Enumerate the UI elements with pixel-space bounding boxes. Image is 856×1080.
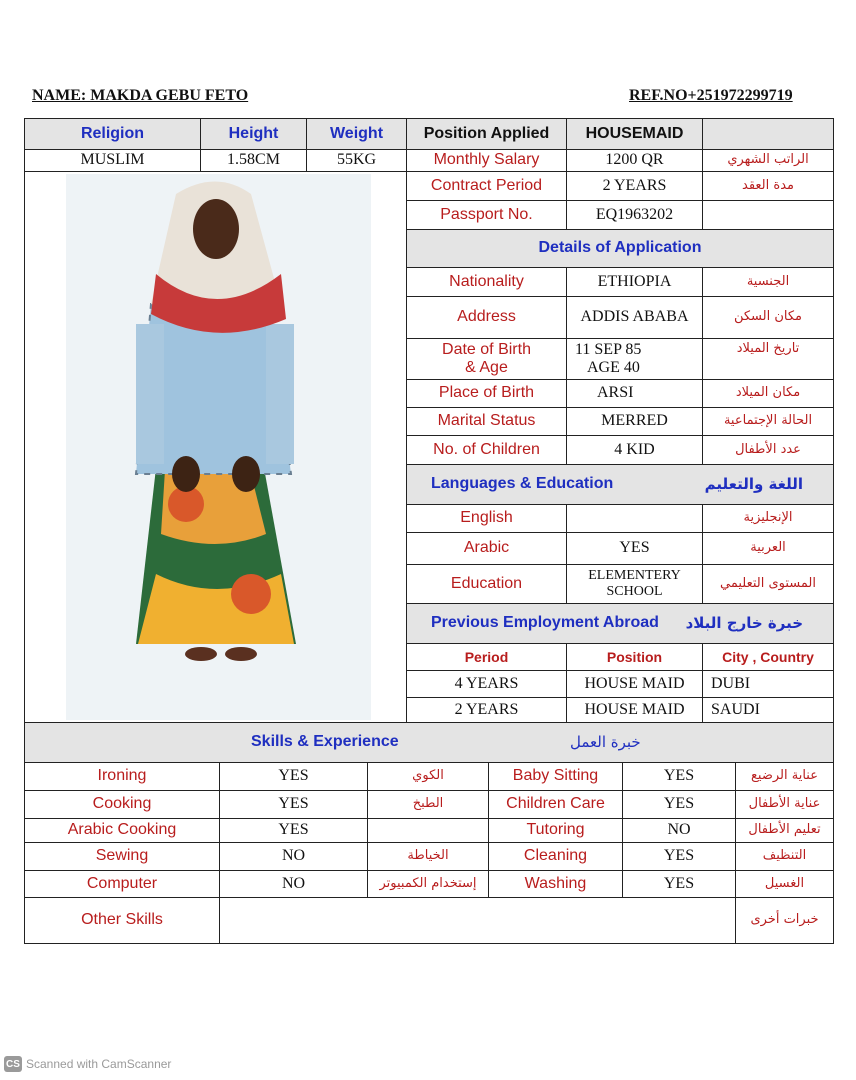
education-value-line2: SCHOOL — [606, 584, 663, 599]
weight-value: 55KG — [306, 149, 407, 172]
employment-section-header — [406, 603, 834, 644]
skill-label: Cooking — [24, 790, 220, 819]
english-label: English — [406, 504, 567, 533]
skill-ar — [367, 818, 489, 843]
skill-value: YES — [622, 762, 736, 791]
salary-value: 1200 QR — [566, 149, 703, 172]
employment-section-ar: خبرة خارج البلاد — [685, 613, 803, 632]
skill-value: NO — [622, 818, 736, 843]
skill-ar: الكوي — [367, 762, 489, 791]
skill-label: Tutoring — [488, 818, 623, 843]
languages-section-title: Languages & Education — [431, 475, 614, 493]
english-value — [566, 504, 703, 533]
skill-value: YES — [219, 790, 368, 819]
pob-value: ARSI — [566, 379, 703, 408]
employment-section-title: Previous Employment Abroad — [431, 614, 659, 632]
weight-label: Weight — [306, 118, 407, 150]
dob-ar: تاريخ الميلاد — [702, 338, 834, 380]
skill-ar: عناية الرضيع — [735, 762, 834, 791]
height-value: 1.58CM — [200, 149, 307, 172]
skill-value: NO — [219, 842, 368, 871]
skill-value: YES — [219, 818, 368, 843]
dob-value — [566, 338, 703, 380]
employment-row-1-location: DUBI — [702, 670, 834, 698]
skill-ar: الخياطة — [367, 842, 489, 871]
skill-label: Baby Sitting — [488, 762, 623, 791]
reference-number: REF.NO+251972299719 — [629, 87, 793, 104]
education-ar: المستوى التعليمي — [702, 564, 834, 604]
skill-ar: الغسيل — [735, 870, 834, 898]
skills-section-header — [24, 722, 834, 763]
skill-ar: عناية الأطفال — [735, 790, 834, 819]
position-label: Position Applied — [406, 118, 567, 150]
arabic-value: YES — [566, 532, 703, 565]
passport-ar-empty — [702, 200, 834, 230]
address-label: Address — [406, 296, 567, 339]
children-value: 4 KID — [566, 435, 703, 465]
address-value: ADDIS ABABA — [566, 296, 703, 339]
religion-value: MUSLIM — [24, 149, 201, 172]
candidate-name: NAME: MAKDA GEBU FETO — [32, 87, 249, 104]
other-skills-ar: خبرات أخرى — [735, 897, 834, 944]
education-value-line1: ELEMENTERY — [588, 567, 681, 583]
skill-ar: التنظيف — [735, 842, 834, 871]
scanner-text: Scanned with CamScanner — [26, 1057, 172, 1071]
education-label: Education — [406, 564, 567, 604]
arabic-ar: العربية — [702, 532, 834, 565]
children-label: No. of Children — [406, 435, 567, 465]
skill-label: Children Care — [488, 790, 623, 819]
marital-label: Marital Status — [406, 407, 567, 436]
education-value — [566, 564, 703, 604]
arabic-label: Arabic — [406, 532, 567, 565]
skill-label: Ironing — [24, 762, 220, 791]
position-ar-empty — [702, 118, 834, 150]
employment-col-period: Period — [406, 643, 567, 671]
photo-cell — [24, 171, 407, 723]
skills-section-title: Skills & Experience — [251, 733, 399, 751]
camscanner-logo-icon: CS — [4, 1056, 22, 1072]
skill-label: Arabic Cooking — [24, 818, 220, 843]
skill-value: YES — [622, 842, 736, 871]
english-ar: الإنجليزية — [702, 504, 834, 533]
scanner-watermark — [4, 1056, 171, 1072]
skill-value: YES — [622, 790, 736, 819]
skills-section-ar: خبرة العمل — [570, 732, 641, 751]
height-label: Height — [200, 118, 307, 150]
other-skills-value — [219, 897, 736, 944]
skill-label: Computer — [24, 870, 220, 898]
position-value: HOUSEMAID — [566, 118, 703, 150]
skill-value: YES — [622, 870, 736, 898]
dob-date: 11 SEP 85 — [575, 340, 642, 358]
employment-row-2-location: SAUDI — [702, 697, 834, 723]
dob-label — [406, 338, 567, 380]
skill-label: Sewing — [24, 842, 220, 871]
marital-ar: الحالة الإجتماعية — [702, 407, 834, 436]
employment-row-2-period: 2 YEARS — [406, 697, 567, 723]
skill-ar: تعليم الأطفال — [735, 818, 834, 843]
skill-ar: إستخدام الكمبيوتر — [367, 870, 489, 898]
other-skills-label: Other Skills — [24, 897, 220, 944]
employment-row-1-period: 4 YEARS — [406, 670, 567, 698]
languages-section-ar: اللغة والتعليم — [704, 474, 803, 493]
salary-ar: الراتب الشهري — [702, 149, 834, 172]
passport-value: EQ1963202 — [566, 200, 703, 230]
skill-value: NO — [219, 870, 368, 898]
employment-col-location: City , Country — [702, 643, 834, 671]
skill-value: YES — [219, 762, 368, 791]
pob-label: Place of Birth — [406, 379, 567, 408]
nationality-value: ETHIOPIA — [566, 267, 703, 297]
skill-label: Cleaning — [488, 842, 623, 871]
nationality-label: Nationality — [406, 267, 567, 297]
religion-label: Religion — [24, 118, 201, 150]
marital-value: MERRED — [566, 407, 703, 436]
children-ar: عدد الأطفال — [702, 435, 834, 465]
dob-age: AGE 40 — [587, 359, 640, 376]
employment-row-1-position: HOUSE MAID — [566, 670, 703, 698]
salary-label: Monthly Salary — [406, 149, 567, 172]
candidate-photo — [66, 174, 371, 720]
skill-label: Washing — [488, 870, 623, 898]
employment-row-2-position: HOUSE MAID — [566, 697, 703, 723]
contract-period-label: Contract Period — [406, 171, 567, 201]
languages-section-header — [406, 464, 834, 505]
contract-period-ar: مدة العقد — [702, 171, 834, 201]
dob-label-line2: & Age — [465, 359, 508, 376]
employment-col-position: Position — [566, 643, 703, 671]
nationality-ar: الجنسية — [702, 267, 834, 297]
details-section-title: Details of Application — [406, 229, 834, 268]
skill-ar: الطبخ — [367, 790, 489, 819]
pob-ar: مكان الميلاد — [702, 379, 834, 408]
passport-label: Passport No. — [406, 200, 567, 230]
contract-period-value: 2 YEARS — [566, 171, 703, 201]
dob-label-line1: Date of Birth — [442, 340, 531, 358]
address-ar: مكان السكن — [702, 296, 834, 339]
